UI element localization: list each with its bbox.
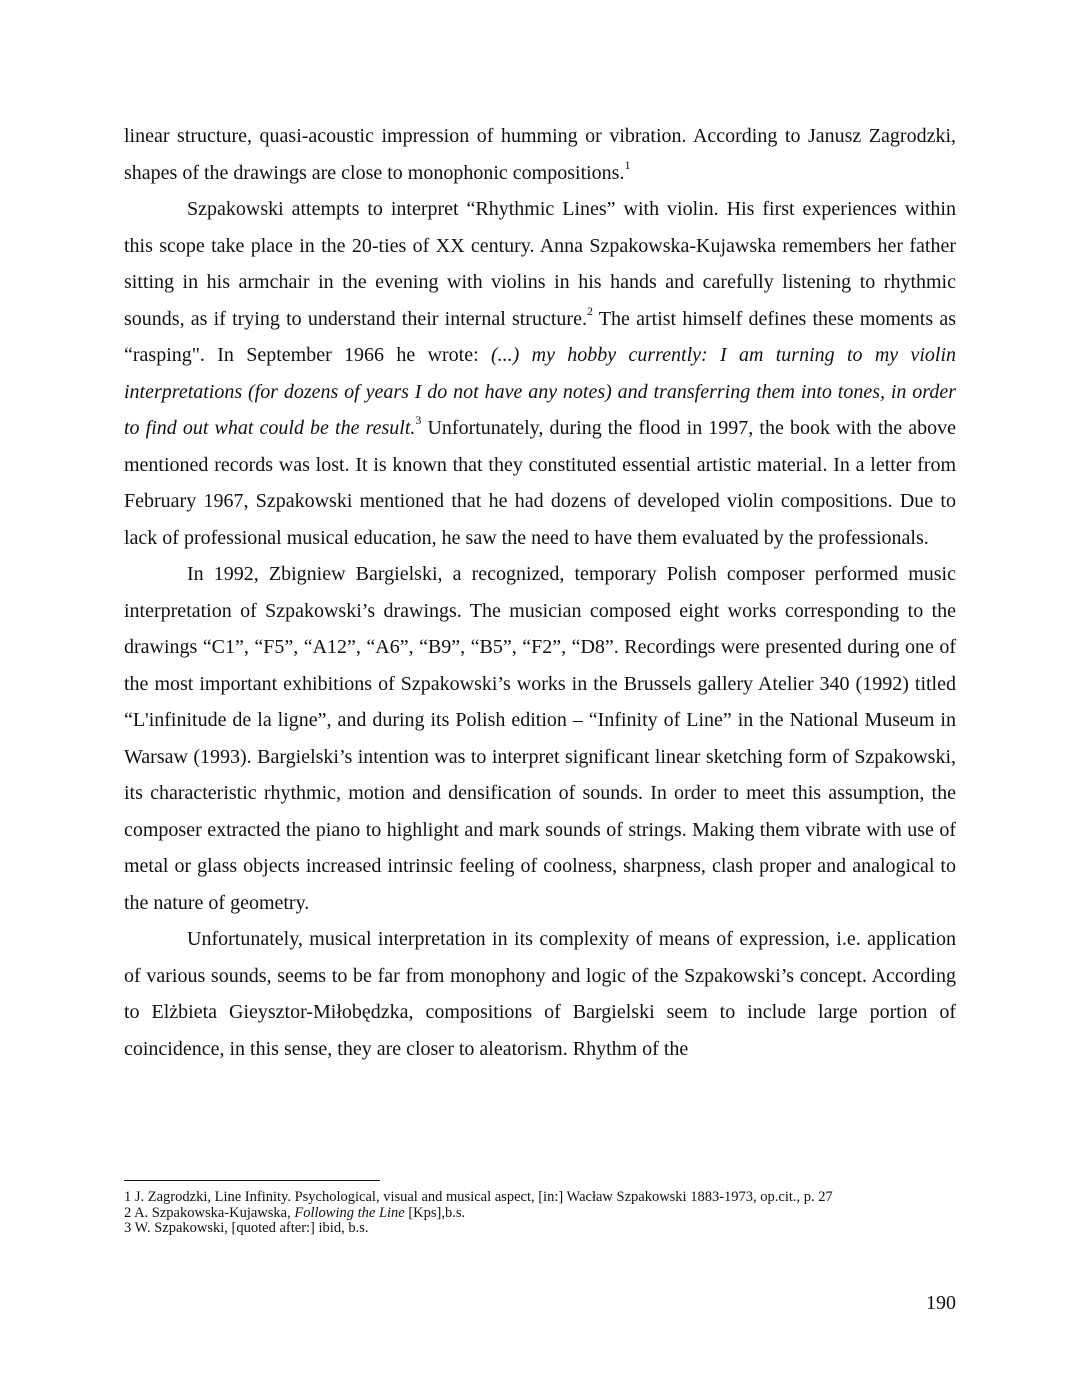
paragraph-2-text-c: Unfortunately, during the flood in 1997, the book with the above mentioned records was lost. It is known that they constituted essential artistic material. In a letter from February 1967, Szpakowski mentioned that he had dozens of developed violin compositions. Due to lack of professional musical education, he saw the need to have them evaluated by the professionals. xyxy=(124,417,956,549)
footnote-1-text: J. Zagrodzki, Line Infinity. Psychological, visual and musical aspect, [in:] Wacław Szpakowski 1883-1973, op.cit., p. 27 xyxy=(134,1189,833,1205)
paragraph-3: In 1992, Zbigniew Bargielski, a recognized, temporary Polish composer performed music interpretation of Szpakowski’s drawings. The musician composed eight works corresponding to the drawings “C1”, “F5”, “A12”, “A6”, “B9”, “B5”, “F2”, “D8”. Recordings were presented during one of the most important exhibitions of Szpakowski’s works in the Brussels gallery Atelier 340 (1992) titled “L'infinitude de la ligne”, and during its Polish edition – “Infinity of Line” in the National Museum in Warsaw (1993). Bargielski’s intention was to interpret significant linear sketching form of Szpakowski, its characteristic rhythmic, motion and densification of sounds. In order to meet this assumption, the composer extracted the piano to highlight and mark sounds of strings. Making them vibrate with use of metal or glass objects increased intrinsic feeling of coolness, sharpness, clash proper and analogical to the nature of geometry. xyxy=(124,563,956,914)
footnote-ref-3: 3 xyxy=(415,413,422,428)
footnote-3-text: W. Szpakowski, [quoted after:] ibid, b.s. xyxy=(134,1220,369,1236)
paragraph-2-text-a: Szpakowski attempts to interpret “Rhythmic Lines” with violin. His first experiences within this scope take place in the 20-ties of XX century. Anna Szpakowska-Kujawska remembers her father sitting in his armchair in the evening with violins in his hands and carefully listening to rhythmic sounds, as if trying to understand their internal structure. xyxy=(124,198,956,330)
footnote-2 xyxy=(124,1206,956,1222)
footnote-3-number: 3 xyxy=(124,1220,132,1236)
page-body xyxy=(124,118,956,1067)
page-number: 190 xyxy=(926,1292,956,1314)
footnotes xyxy=(124,1180,956,1237)
footnote-1-number: 1 xyxy=(124,1189,132,1205)
footnote-2-number: 2 xyxy=(124,1204,132,1221)
paragraph-1-text: linear structure, quasi-acoustic impression of humming or vibration. According to Janusz Zagrodzki, shapes of the drawings are close to monophonic compositions. xyxy=(124,125,956,184)
footnote-ref-2: 2 xyxy=(586,303,593,318)
footnote-ref-1: 1 xyxy=(624,157,631,172)
paragraph-2-text-b: The artist himself defines these moments as “rasping". In September 1966 he wrote: xyxy=(124,307,956,366)
footnote-2-text-post: [Kps],b.s. xyxy=(404,1204,466,1221)
paragraph-2-quote: (...) my hobby currently: I am turning to my violin interpretations (for dozens of years I do not have any notes) and transferring them into tones, in order to find out what could be the result. xyxy=(124,344,957,439)
footnote-1 xyxy=(124,1190,956,1206)
footnote-2-title: Following the Line xyxy=(294,1204,405,1221)
paragraph-4: Unfortunately, musical interpretation in its complexity of means of expression, i.e. application of various sounds, seems to be far from monophony and logic of the Szpakowski’s concept. According to Elżbieta Gieysztor-Miłobędzka, compositions of Bargielski seem to include large portion of coincidence, in this sense, they are closer to aleatorism. Rhythm of the xyxy=(124,928,956,1060)
paragraph-2 xyxy=(124,191,956,556)
paragraph-1 xyxy=(124,118,956,191)
footnote-divider xyxy=(124,1180,380,1181)
footnote-3 xyxy=(124,1221,956,1237)
footnote-2-text-pre: A. Szpakowska-Kujawska, xyxy=(134,1204,295,1221)
